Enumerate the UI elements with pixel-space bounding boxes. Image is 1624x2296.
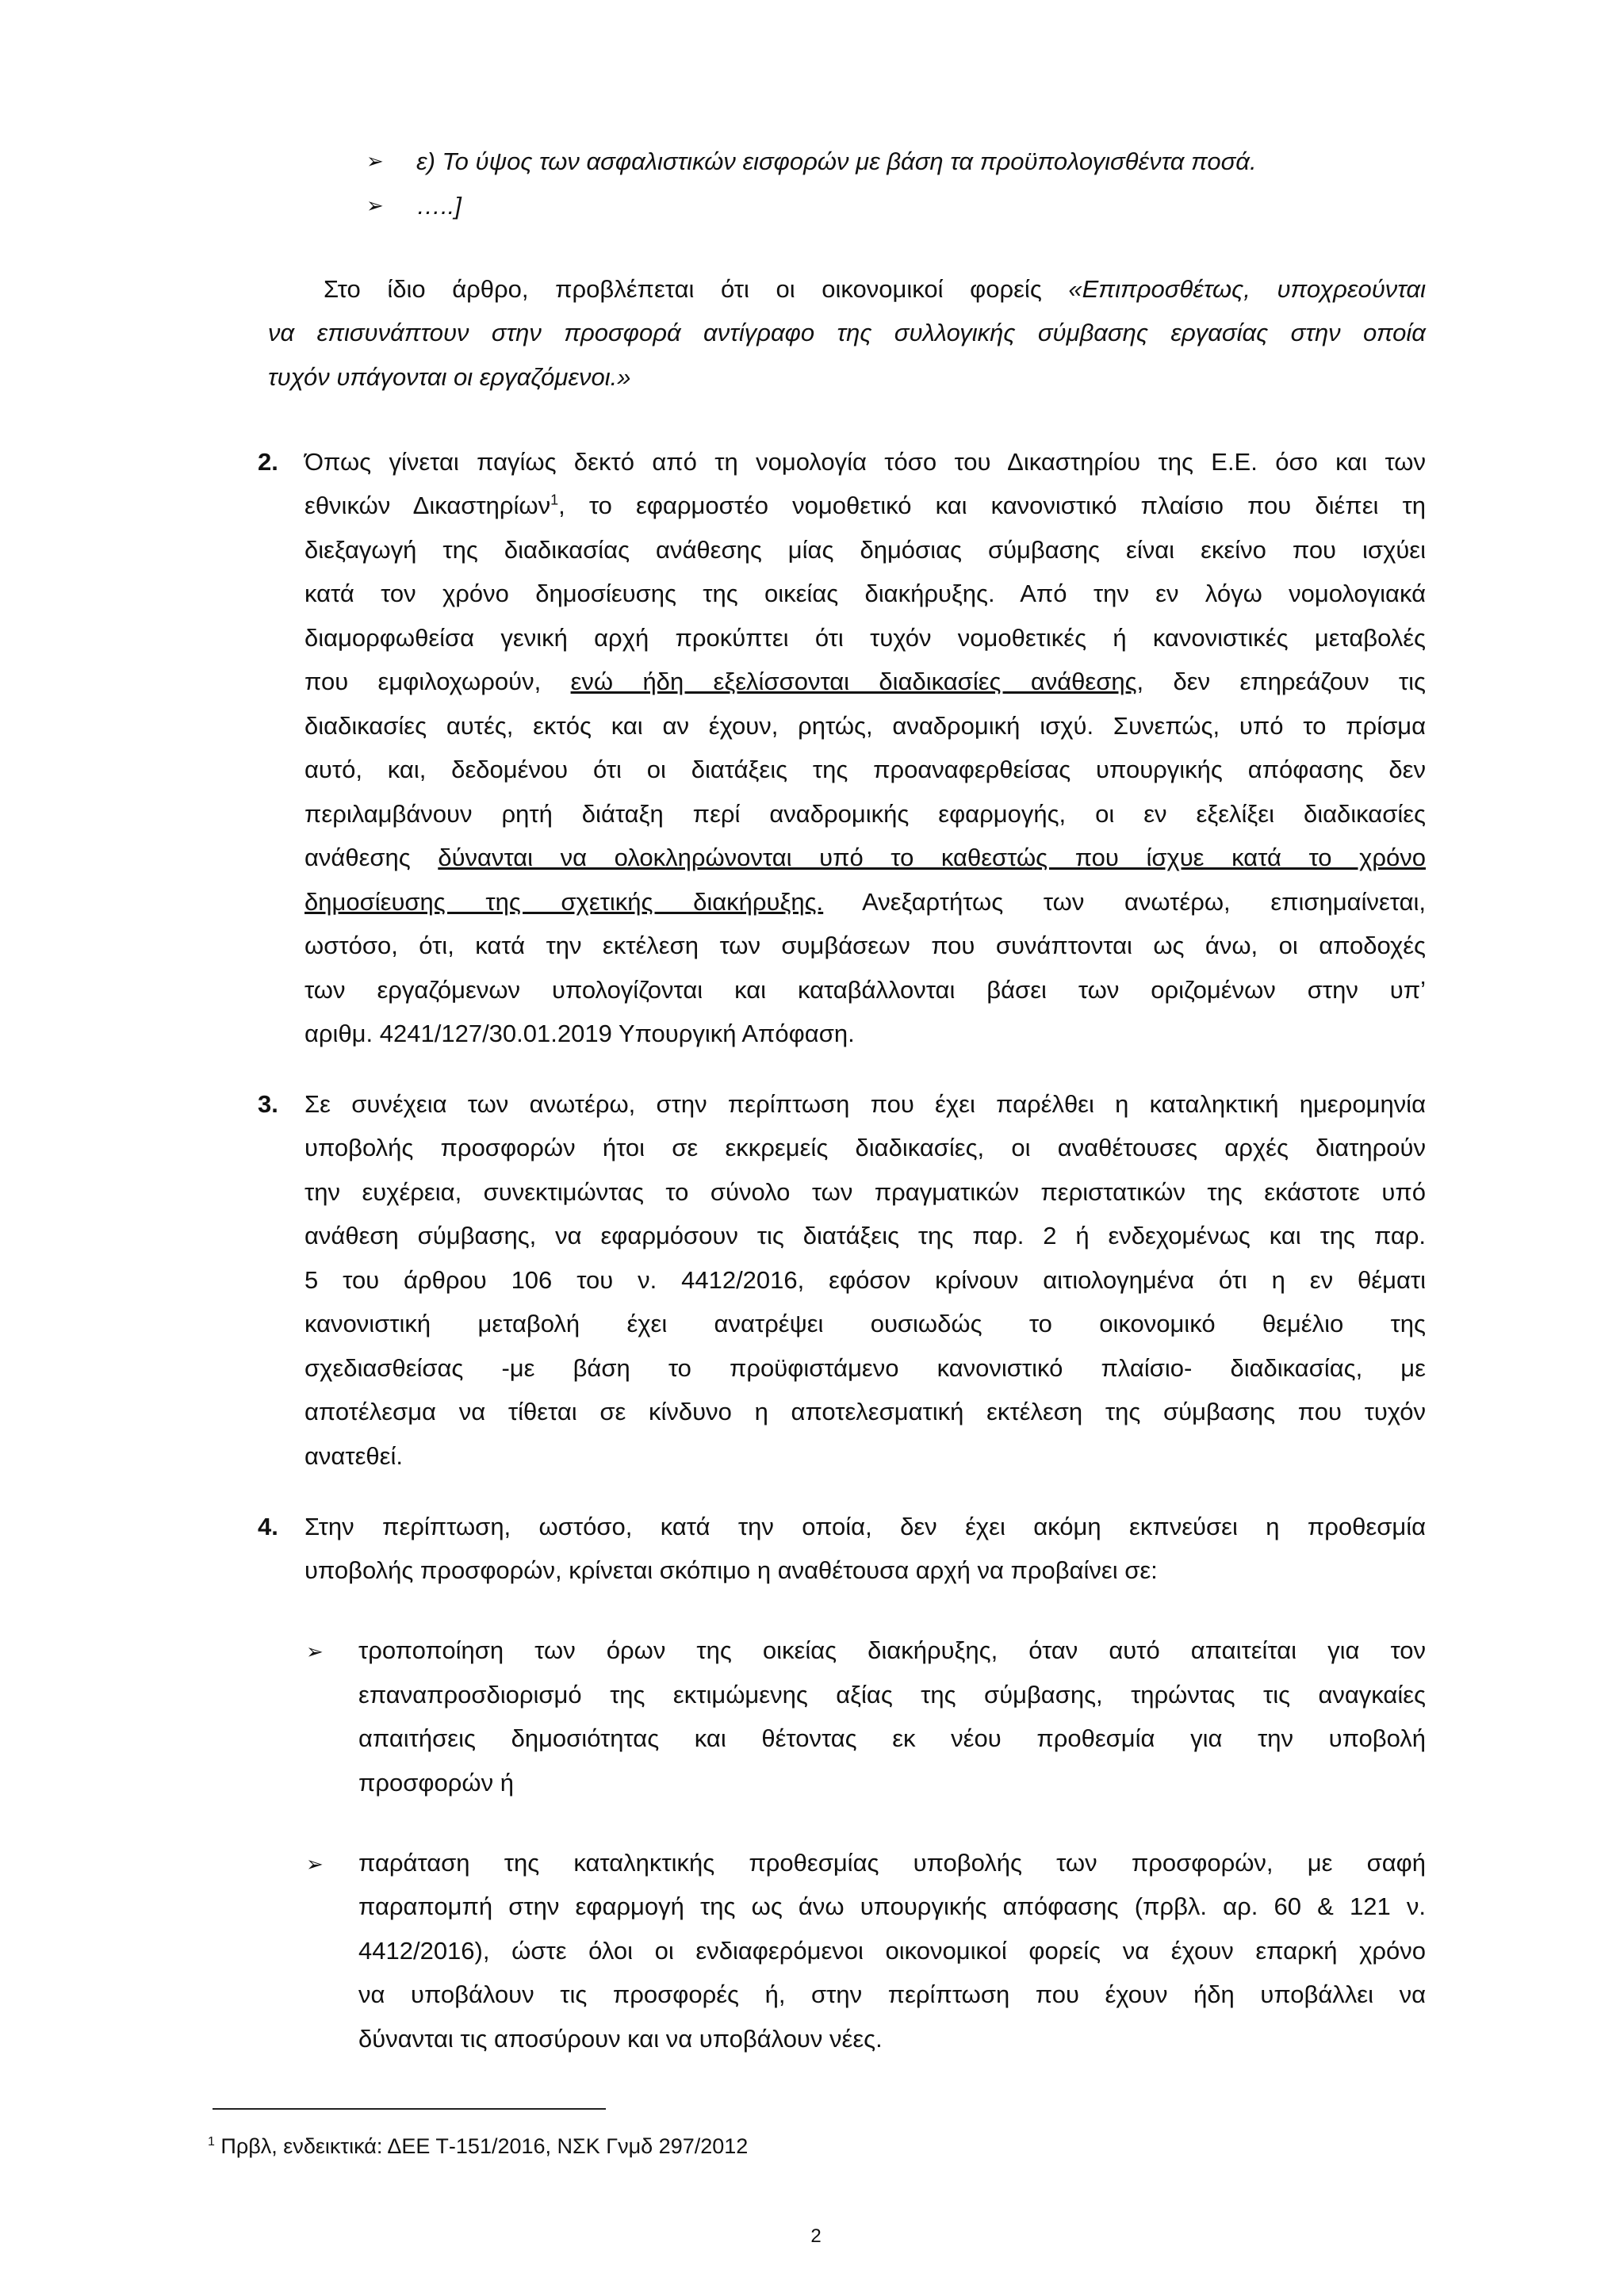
bullet2-line-3: 4412/2016), ώστε όλοι οι ενδιαφερόμενοι οικονομικοί φορείς να έχουν επαρκή χρόνο xyxy=(358,1937,1426,1965)
paragraph-number: 3. xyxy=(258,1090,278,1118)
p3-line-4: ανάθεση σύμβασης, να εφαρμόσουν τις διατάξεις της παρ. 2 ή ενδεχομένως και της παρ. xyxy=(304,1222,1426,1249)
p2-line-2: εθνικών Δικαστηρίων$^1$, το εφαρμοστέο νομοθετικό και κανονιστικό πλαίσιο που διέπει τη xyxy=(304,492,1426,519)
p3-line-1: Σε συνέχεια των ανωτέρω, στην περίπτωση που έχει παρέλθει η καταληκτική ημερομηνία xyxy=(304,1090,1426,1118)
bullet2-line-1: παράταση της καταληκτικής προθεσμίας υποβολής των προσφορών, με σαφή xyxy=(358,1849,1426,1877)
p2-line-7: διαδικασίες αυτές, εκτός και αν έχουν, ρητώς, αναδρομική ισχύ. Συνεπώς, υπό το πρίσμα xyxy=(304,712,1426,740)
p3-line-3: την ευχέρεια, συνεκτιμώντας το σύνολο των πραγματικών περιστατικών της εκάστοτε υπό xyxy=(304,1178,1426,1206)
bullet2-line-2: παραπομπή στην εφαρμογή της ως άνω υπουργικής απόφασης (πρβλ. αρ. 60 & 121 ν. xyxy=(358,1892,1426,1920)
intro-line-3: τυχόν υπάγονται οι εργαζόμενοι.» xyxy=(268,363,631,391)
p2-line-5: διαμορφωθείσα γενική αρχή προκύπτει ότι τυχόν νομοθετικές ή κανονιστικές μεταβολές xyxy=(304,624,1426,652)
p2-line-12: ωστόσο, ότι, κατά την εκτέλεση των συμβάσεων που συνάπτονται ως άνω, οι αποδοχές xyxy=(304,932,1426,959)
footnote-text: Πρβλ, ενδεικτικά: ΔΕΕ Τ-151/2016, ΝΣΚ Γνμδ 297/2012 xyxy=(214,2134,749,2158)
p2-line-4: κατά τον χρόνο δημοσίευσης της οικείας διακήρυξης. Από την εν λόγω νομολογιακά xyxy=(304,580,1426,607)
p2-line-8: αυτό, και, δεδομένου ότι οι διατάξεις της προαναφερθείσας υπουργικής απόφασης δεν xyxy=(304,756,1426,783)
bullet2-line-4: να υποβάλουν τις προσφορές ή, στην περίπτωση που έχουν ήδη υποβάλλει να xyxy=(358,1980,1426,2008)
footnote-mark: 1 xyxy=(208,2135,215,2149)
p2-line-14: αριθμ. 4241/127/30.01.2019 Υπουργική Απόφαση. xyxy=(304,1020,855,1047)
p4-line-1: Στην περίπτωση, ωστόσο, κατά την οποία, δεν έχει ακόμη εκπνεύσει η προθεσμία xyxy=(304,1513,1426,1540)
p3-line-7: σχεδιασθείσας -με βάση το προϋφιστάμενο κανονιστικό πλαίσιο- διαδικασίας, με xyxy=(304,1354,1426,1382)
p2-line-9: περιλαμβάνουν ρητή διάταξη περί αναδρομικής εφαρμογής, οι εν εξελίξει διαδικασίες xyxy=(304,800,1426,828)
paragraph-number: 2. xyxy=(258,448,278,476)
p3-line-2: υποβολής προσφορών ήτοι σε εκκρεμείς διαδικασίες, οι αναθέτουσες αρχές διατηρούν xyxy=(304,1134,1426,1161)
p3-line-9: ανατεθεί. xyxy=(304,1442,403,1470)
p2-line-13: των εργαζόμενων υπολογίζονται και καταβάλλονται βάσει των οριζομένων στην υπ’ xyxy=(304,976,1426,1004)
p3-line-6: κανονιστική μεταβολή έχει ανατρέψει ουσιωδώς το οικονομικό θεμέλιο της xyxy=(304,1310,1426,1337)
intro-line-1: Στο ίδιο άρθρο, προβλέπεται ότι οι οικονομικοί φορείς «Επιπροσθέτως, υποχρεούνται xyxy=(324,275,1426,303)
bullet2-line-5: δύνανται τις αποσύρουν και να υποβάλουν νέες. xyxy=(358,2025,883,2053)
p2-line-6: που εμφιλοχωρούν, ενώ ήδη εξελίσσονται διαδικασίες ανάθεσης, δεν επηρεάζουν τις xyxy=(304,668,1426,695)
footnote-ref: 1 xyxy=(550,492,559,508)
bullet1-line-2: επαναπροσδιορισμό της εκτιμώμενης αξίας της σύμβασης, τηρώντας τις αναγκαίες xyxy=(358,1681,1426,1709)
bullet-dots-text: …..] xyxy=(416,192,462,220)
arrow-bullet-icon: ➢ xyxy=(306,1852,324,1876)
p2-line-11: δημοσίευσης της σχετικής διακήρυξης. Ανεξαρτήτως των ανωτέρω, επισημαίνεται, xyxy=(304,888,1427,916)
bullet-e-text: ε) Το ύψος των ασφαλιστικών εισφορών με βάση τα προϋπολογισθέντα ποσά. xyxy=(416,147,1257,175)
footnote-separator xyxy=(213,2108,606,2110)
bullet1-line-3: απαιτήσεις δημοσιότητας και θέτοντας εκ νέου προθεσμία για την υποβολή xyxy=(358,1724,1426,1752)
footnote xyxy=(208,2136,748,2157)
bullet1-line-4: προσφορών ή xyxy=(358,1769,514,1797)
paragraph-number: 4. xyxy=(258,1513,278,1540)
bullet1-line-1: τροποποίηση των όρων της οικείας διακήρυξης, όταν αυτό απαιτείται για τον xyxy=(358,1636,1426,1664)
p4-line-2: υποβολής προσφορών, κρίνεται σκόπιμο η αναθέτουσα αρχή να προβαίνει σε: xyxy=(304,1556,1158,1584)
arrow-bullet-icon: ➢ xyxy=(306,1640,324,1663)
arrow-bullet-icon: ➢ xyxy=(366,193,384,217)
p3-line-8: αποτέλεσμα να τίθεται σε κίνδυνο η αποτελεσματική εκτέλεση της σύμβασης που τυχόν xyxy=(304,1398,1426,1425)
p2-line-3: διεξαγωγή της διαδικασίας ανάθεσης μίας δημόσιας σύμβασης είναι εκείνο που ισχύει xyxy=(304,536,1426,564)
p3-line-5: 5 του άρθρου 106 του ν. 4412/2016, εφόσον κρίνουν αιτιολογημένα ότι η εν θέματι xyxy=(304,1266,1426,1294)
p2-line-1: Όπως γίνεται παγίως δεκτό από τη νομολογία τόσο του Δικαστηρίου της Ε.Ε. όσο και των xyxy=(304,448,1426,476)
page-number: 2 xyxy=(810,2225,822,2247)
p2-line-10: ανάθεσης δύνανται να ολοκληρώνονται υπό το καθεστώς που ίσχυε κατά το χρόνο xyxy=(304,844,1426,871)
intro-line-2: να επισυνάπτουν στην προσφορά αντίγραφο της συλλογικής σύμβασης εργασίας στην οποία xyxy=(268,319,1426,346)
arrow-bullet-icon: ➢ xyxy=(366,149,384,173)
